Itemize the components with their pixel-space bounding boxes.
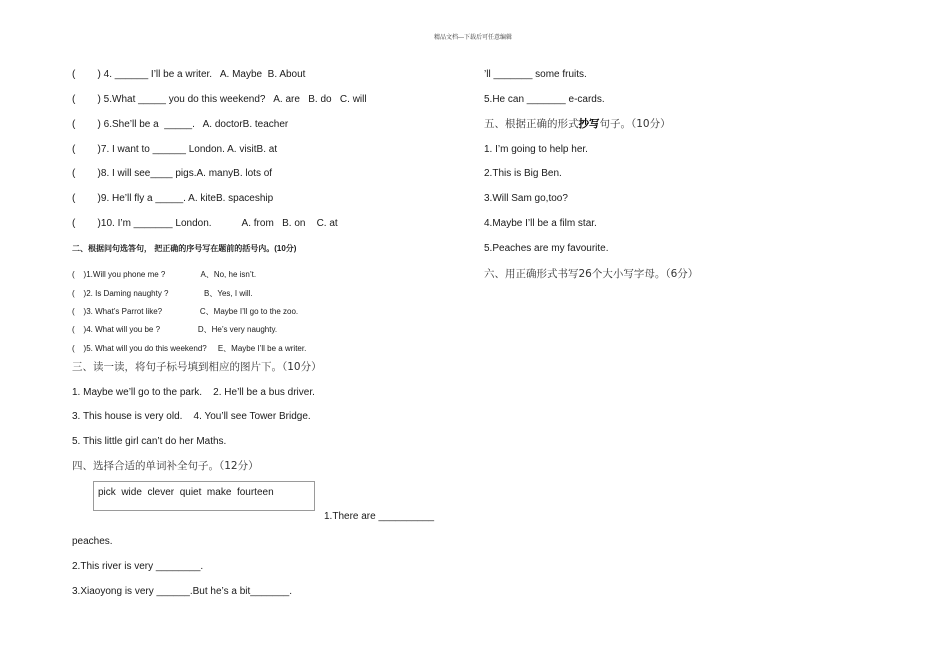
section-5-title-pre: 五、根据正确的形式 <box>484 118 579 130</box>
page-header: 精品文档---下载后可任意编辑 <box>434 35 512 41</box>
section-5-title-post: 句子。（10分） <box>599 118 671 130</box>
match-item-1: ( )1.Will you phone me ? A、No, he isn’t. <box>72 270 257 279</box>
section-6-title: 六、用正确形式书写26个大小写字母。（6分） <box>484 268 699 280</box>
section-5-item-1: 1. I’m going to help her. <box>484 144 588 155</box>
section-3-title: 三、读一读，将句子标号填到相应的图片下。（10分） <box>72 361 322 373</box>
section-4-question-3: 3.Xiaoyong is very ______.But he’s a bit_______. <box>72 586 292 597</box>
section-5-item-2: 2.This is Big Ben. <box>484 168 562 179</box>
word-bank-box <box>93 481 315 511</box>
section-4-line-peaches: peaches. <box>72 536 113 547</box>
section-5-title-bold: 抄写 <box>578 118 600 130</box>
mc-question-10: ( )10. I’m _______ London. A. from B. on C. at <box>72 218 338 229</box>
mc-question-7: ( )7. I want to ______ London. A. visitB. at <box>72 144 278 155</box>
section-5-item-5: 5.Peaches are my favourite. <box>484 243 609 254</box>
word-bank-text: pick wide clever quiet make fourteen <box>98 487 274 498</box>
section-5-item-3: 3.Will Sam go,too? <box>484 193 568 204</box>
match-item-5: ( )5. What will you do this weekend? E、Maybe I’ll be a writer. <box>72 344 307 353</box>
section-4-question-2: 2.This river is very ________. <box>72 561 204 572</box>
section-3-item-3: 5. This little girl can’t do her Maths. <box>72 436 227 447</box>
right-question-5: 5.He can _______ e-cards. <box>484 94 605 105</box>
section-4-title: 四、选择合适的单词补全句子。（12分） <box>72 460 259 472</box>
right-continued-line: ’ll _______ some fruits. <box>484 69 587 80</box>
mc-question-6: ( ) 6.She’ll be a _____. A. doctorB. teacher <box>72 119 289 130</box>
match-item-4: ( )4. What will you be ? D、He’s very naughty. <box>72 325 278 334</box>
section-3-item-1: 1. Maybe we’ll go to the park. 2. He’ll be a bus driver. <box>72 387 315 398</box>
section-2-title: 二、根据问句选答句， 把正确的序号写在题前的括号内。(10分) <box>72 244 297 253</box>
section-5-item-4: 4.Maybe I’ll be a film star. <box>484 218 597 229</box>
match-item-2: ( )2. Is Daming naughty ? B、Yes, I will. <box>72 289 253 298</box>
mc-question-5: ( ) 5.What _____ you do this weekend? A. are B. do C. will <box>72 94 367 105</box>
mc-question-9: ( )9. He’ll fly a _____. A. kiteB. spaceship <box>72 193 274 204</box>
section-5-title <box>484 118 671 131</box>
mc-question-4: ( ) 4. ______ I’ll be a writer. A. Maybe B. About <box>72 69 306 80</box>
section-3-item-2: 3. This house is very old. 4. You’ll see Tower Bridge. <box>72 411 311 422</box>
match-item-3: ( )3. What’s Parrot like? C、Maybe I’ll go to the zoo. <box>72 307 299 316</box>
mc-question-8: ( )8. I will see____ pigs.A. manyB. lots of <box>72 168 273 179</box>
section-4-question-1: 1.There are __________ <box>324 511 435 522</box>
